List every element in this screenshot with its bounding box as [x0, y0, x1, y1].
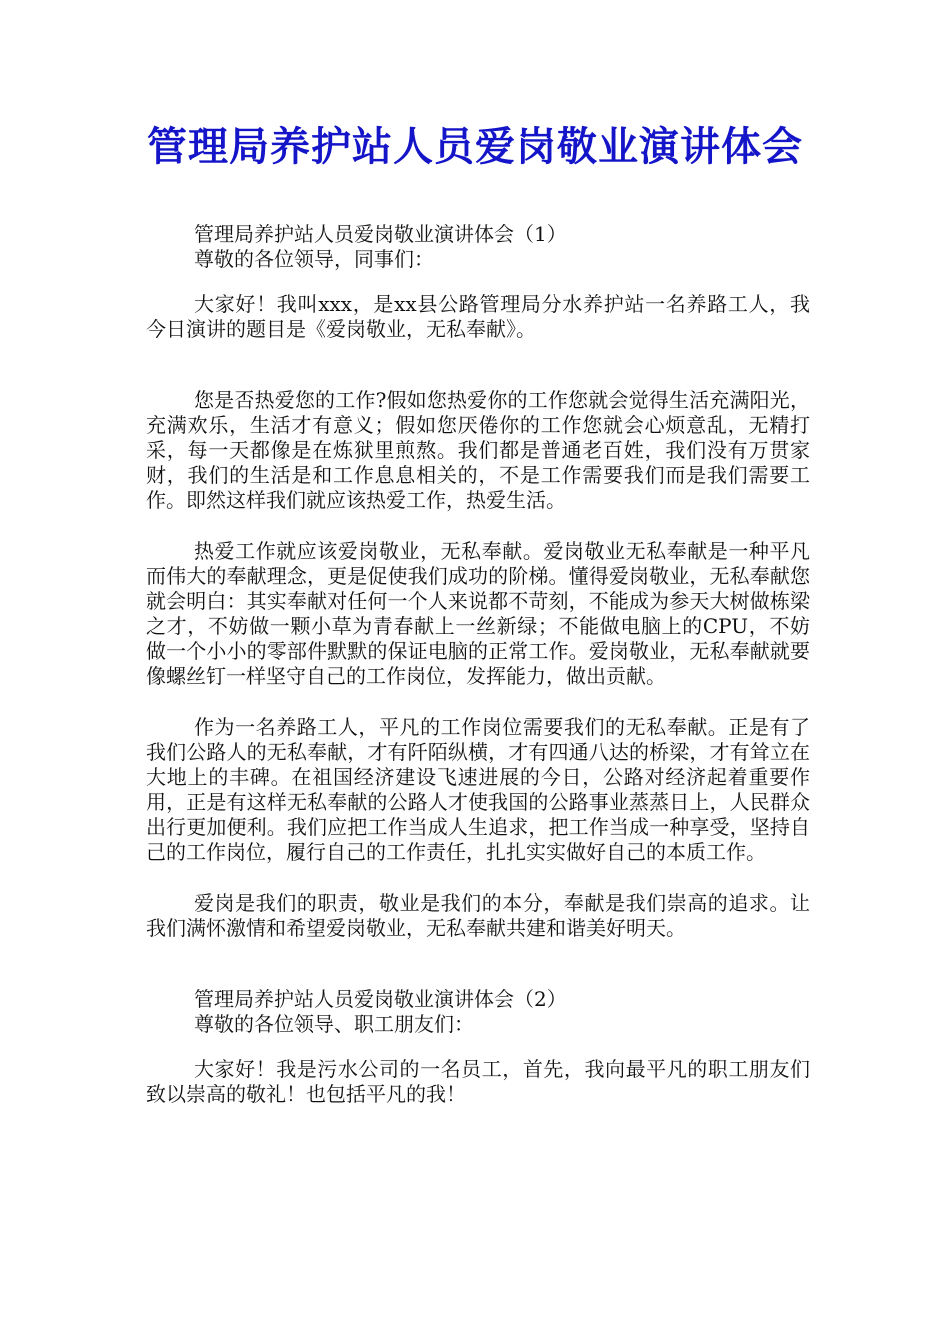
section1-paragraph-1: 大家好！我叫xxx，是xx县公路管理局分水养护站一名养路工人，我今日演讲的题目是《爱岗敬业，无私奉献》。 — [146, 292, 810, 341]
document-title: 管理局养护站人员爱岗敬业演讲体会 — [147, 123, 803, 170]
section1-heading: 管理局养护站人员爱岗敬业演讲体会（1） — [194, 222, 567, 246]
section1-paragraph-2: 您是否热爱您的工作?假如您热爱你的工作您就会觉得生活充满阳光，充满欢乐，生活才有意义；假如您厌倦你的工作您就会心烦意乱，无精打采，每一天都像是在炼狱里煎熬。我们都是普通老百姓，我们没有万贯家财，我们的生活是和工作息息相关的，不是工作需要我们而是我们需要工作。即然这样我们就应该热爱工作，热爱生活。 — [146, 388, 810, 512]
section2-heading: 管理局养护站人员爱岗敬业演讲体会（2） — [194, 987, 567, 1011]
section1-paragraph-5: 爱岗是我们的职责，敬业是我们的本分，奉献是我们崇高的追求。让我们满怀激情和希望爱岗敬业，无私奉献共建和谐美好明天。 — [146, 891, 810, 940]
section2-paragraph-1: 大家好！我是污水公司的一名员工，首先，我向最平凡的职工朋友们致以崇高的敬礼！也包括平凡的我！ — [146, 1057, 810, 1106]
section1-paragraph-3: 热爱工作就应该爱岗敬业，无私奉献。爱岗敬业无私奉献是一种平凡而伟大的奉献理念，更是促使我们成功的阶梯。懂得爱岗敬业，无私奉献您就会明白：其实奉献对任何一个人来说都不苛刻，不能成为参天大树做栋梁之才，不妨做一颗小草为青春献上一丝新绿；不能做电脑上的CPU，不妨做一个小小的零部件默默的保证电脑的正常工作。爱岗敬业，无私奉献就要像螺丝钉一样坚守自己的工作岗位，发挥能力，做出贡献。 — [146, 539, 810, 688]
section2-salutation: 尊敬的各位领导、职工朋友们： — [194, 1012, 474, 1036]
section1-paragraph-4: 作为一名养路工人，平凡的工作岗位需要我们的无私奉献。正是有了我们公路人的无私奉献，才有阡陌纵横，才有四通八达的桥梁，才有耸立在大地上的丰碑。在祖国经济建设飞速进展的今日，公路对经济起着重要作用，正是有这样无私奉献的公路人才使我国的公路事业蒸蒸日上，人民群众出行更加便利。我们应把工作当成人生追求，把工作当成一种享受，坚持自己的工作岗位，履行自己的工作责任，扎扎实实做好自己的本质工作。 — [146, 715, 810, 864]
document-body — [146, 222, 810, 1107]
section1-salutation: 尊敬的各位领导，同事们： — [194, 247, 434, 271]
